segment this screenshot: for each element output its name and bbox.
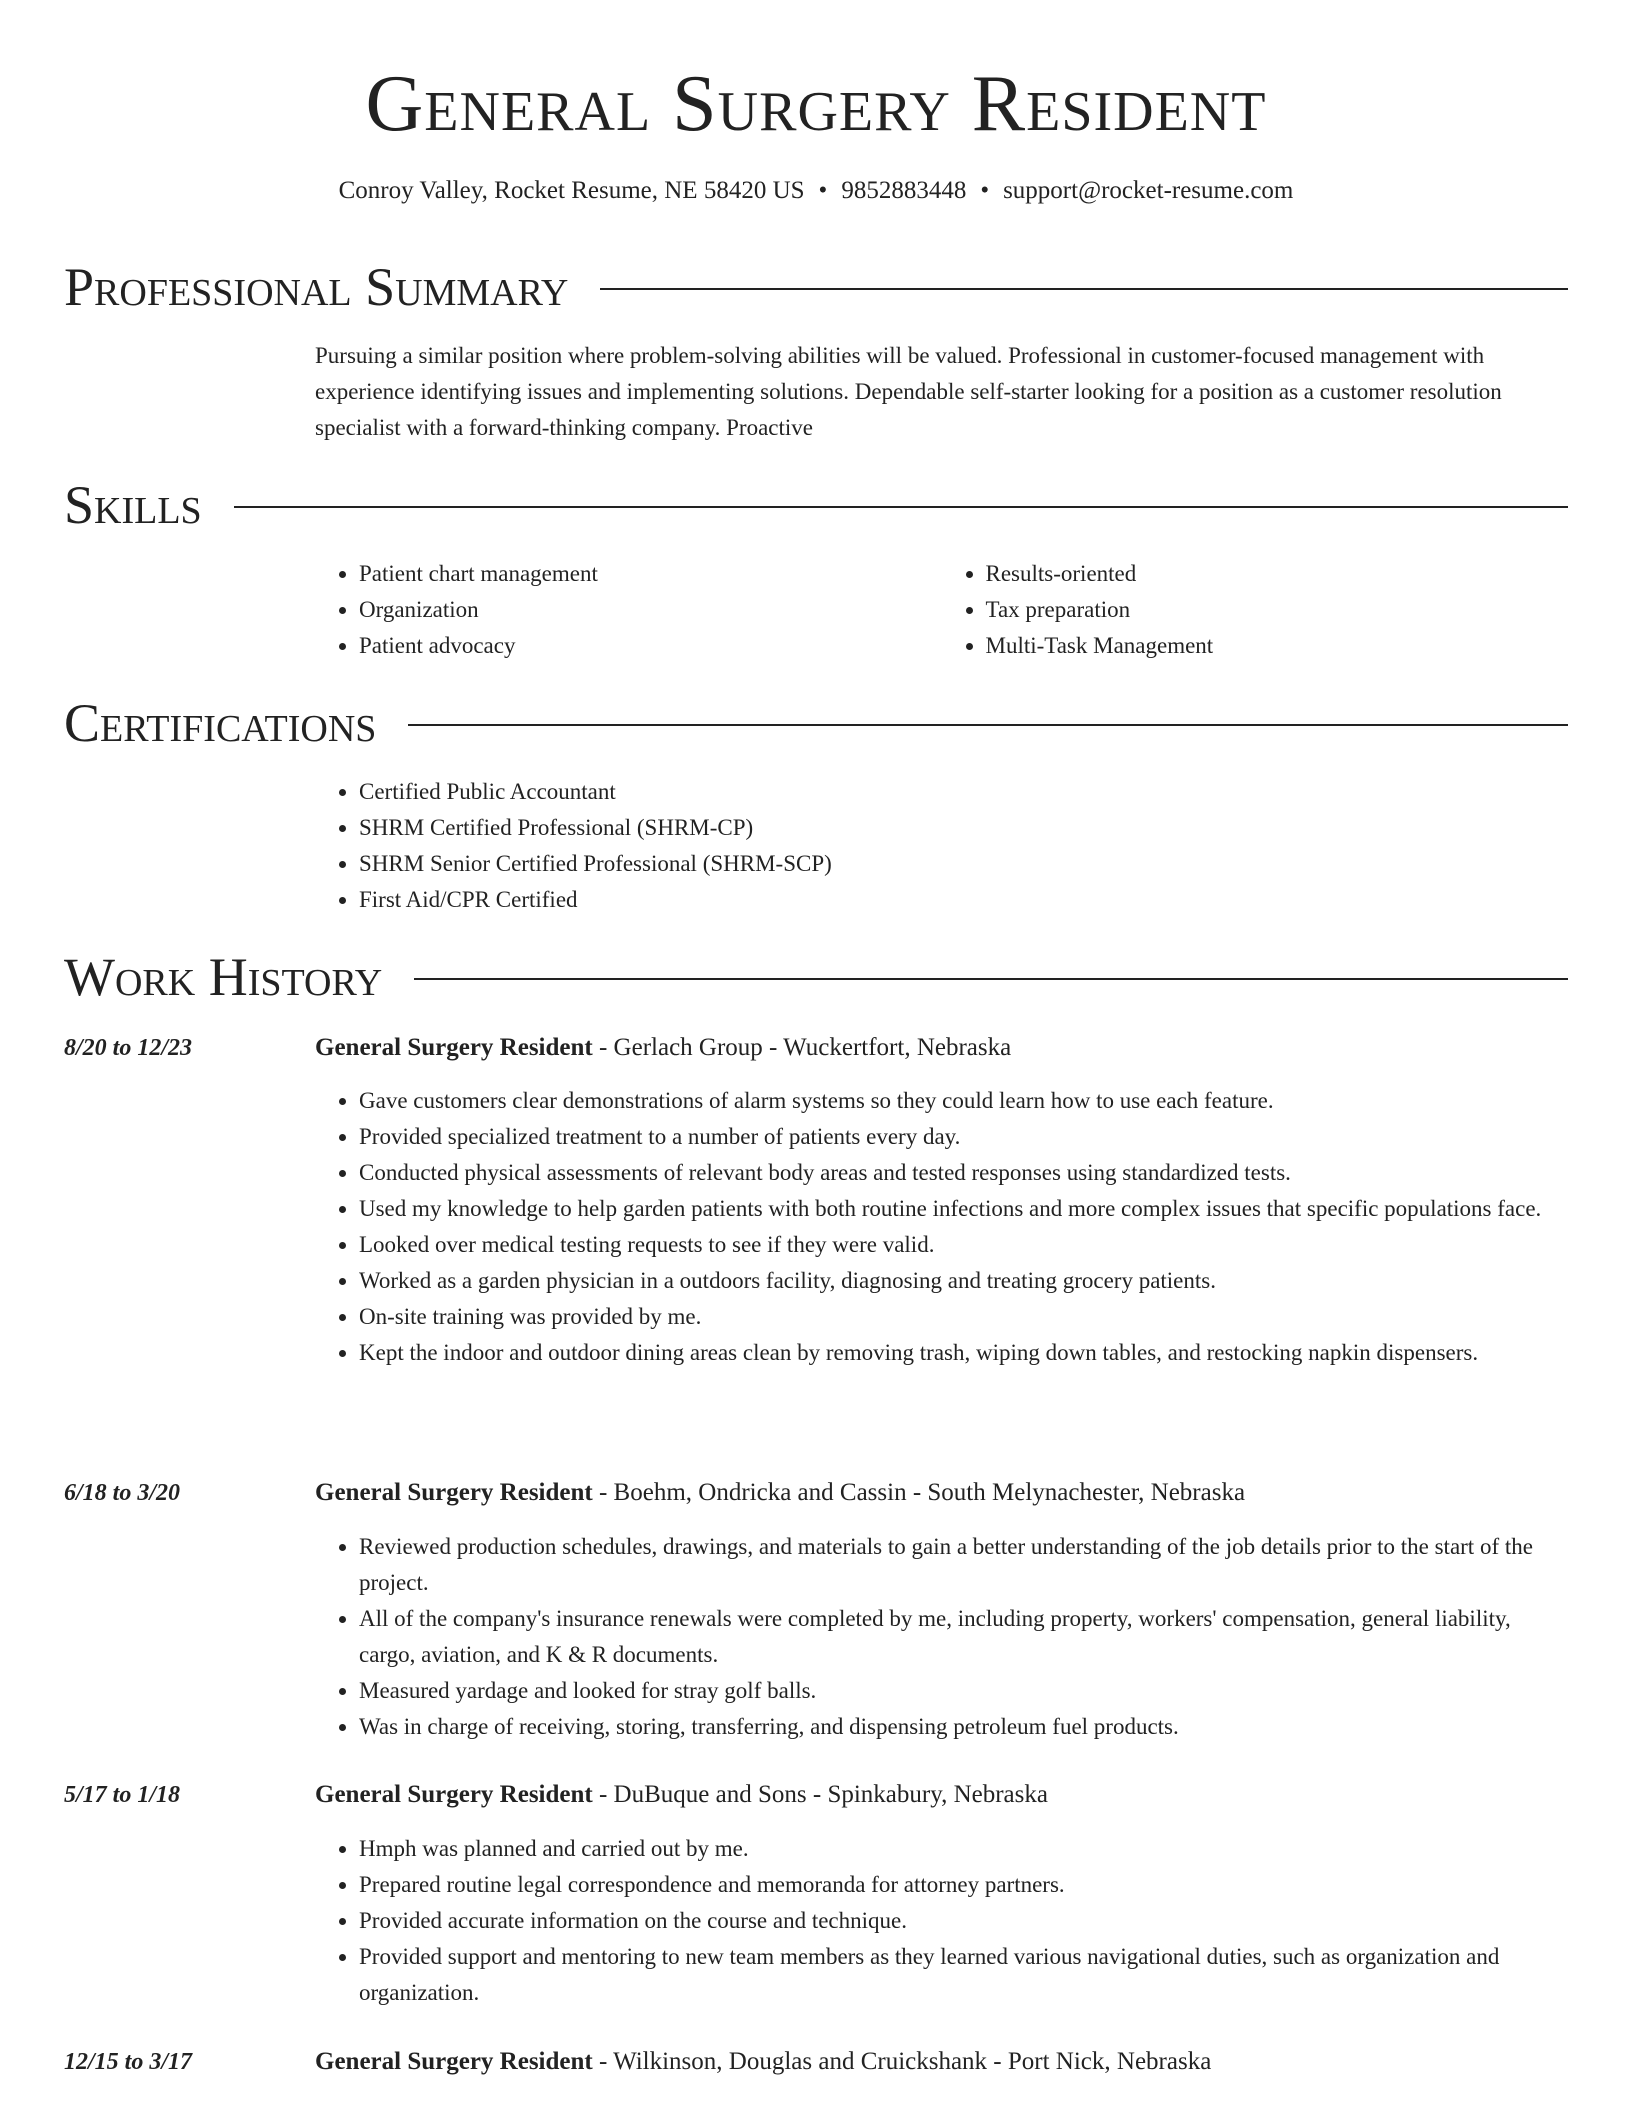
job-duty-item: • Provided specialized treatment to a number of patients every day.: [359, 1119, 1568, 1155]
job-duty-item: • Reviewed production schedules, drawings, and materials to gain a better understanding of the job details prior to the start of the project.: [359, 1529, 1568, 1601]
contact-phone: 9852883448: [841, 177, 967, 204]
certification-item: • First Aid/CPR Certified: [359, 882, 1568, 918]
section-title-work-history: Work History: [64, 947, 383, 1007]
section-header-skills: [64, 470, 1568, 540]
section-header-work-history: [64, 942, 1568, 1012]
job-dates: 5/17 to 1/18: [64, 1782, 181, 1808]
job-duty-item: • Provided accurate information on the course and technique.: [359, 1903, 1568, 1939]
job-duties: [315, 1083, 1568, 1371]
job-duty-item: • On-site training was provided by me.: [359, 1299, 1568, 1335]
job-heading: [315, 1475, 1568, 1511]
contact-address: Conroy Valley, Rocket Resume, NE 58420 US: [338, 177, 805, 204]
job-duty-item: • Worked as a garden physician in a outdoors facility, diagnosing and treating grocery patients.: [359, 1263, 1568, 1299]
contact-email: support@rocket-resume.com: [1003, 177, 1294, 204]
section-title-summary: Professional Summary: [64, 257, 569, 317]
section-header-certifications: [64, 688, 1568, 758]
skills-list: [315, 556, 1568, 664]
job-employer: - Wilkinson, Douglas and Cruickshank - Port Nick, Nebraska: [592, 2048, 1212, 2075]
job-title: General Surgery Resident: [315, 1034, 593, 1061]
job-duty-item: • Conducted physical assessments of relevant body areas and tested responses using standardized tests.: [359, 1155, 1568, 1191]
job-title: General Surgery Resident: [315, 1479, 593, 1506]
job-duty-item: • Hmph was planned and carried out by me.: [359, 1831, 1568, 1867]
section-divider: [408, 724, 1568, 726]
job-duty-item: • Provided support and mentoring to new team members as they learned various navigational duties, such as organization and organization.: [359, 1939, 1568, 2011]
job-dates: 8/20 to 12/23: [64, 1035, 193, 1061]
job-dates: 6/18 to 3/20: [64, 1480, 181, 1506]
job-duty-item: • Looked over medical testing requests to see if they were valid.: [359, 1227, 1568, 1263]
contact-line: [0, 174, 1632, 208]
skill-item: • Multi-Task Management: [986, 628, 1569, 664]
contact-separator: •: [980, 177, 990, 204]
section-title-certifications: Certifications: [64, 693, 377, 753]
section-divider: [414, 978, 1568, 980]
resume-name: General Surgery Resident: [365, 60, 1267, 148]
skill-item: • Organization: [359, 592, 942, 628]
certification-item: • Certified Public Accountant: [359, 774, 1568, 810]
skill-item: • Patient advocacy: [359, 628, 942, 664]
section-divider: [600, 288, 1568, 290]
job-duty-item: • Was in charge of receiving, storing, transferring, and dispensing petroleum fuel products.: [359, 1709, 1568, 1745]
job-duty-item: • Measured yardage and looked for stray golf balls.: [359, 1673, 1568, 1709]
certification-item: • SHRM Senior Certified Professional (SHRM-SCP): [359, 846, 1568, 882]
section-title-skills: Skills: [64, 475, 202, 535]
job-heading: [315, 1030, 1568, 1066]
contact-separator: •: [818, 177, 828, 204]
skills-column-left: [315, 556, 942, 664]
job-duties: [315, 1529, 1568, 1745]
job-heading: [315, 1777, 1568, 1813]
summary-text: Pursuing a similar position where problem-solving abilities will be valued. Professional in customer-focused management with experience identifying issues and implementing solutions. Dependable self-starter looking for a position as a customer resolution specialist with a forward-thinking company. Proactive: [315, 343, 1502, 440]
job-duty-item: • All of the company's insurance renewals were completed by me, including property, workers' compensation, general liability, cargo, aviation, and K & R documents.: [359, 1601, 1568, 1673]
job-heading: [315, 2044, 1568, 2080]
certification-item: • SHRM Certified Professional (SHRM-CP): [359, 810, 1568, 846]
job-duty-item: • Kept the indoor and outdoor dining areas clean by removing trash, wiping down tables, and restocking napkin dispensers.: [359, 1335, 1568, 1371]
job-employer: - Boehm, Ondricka and Cassin - South Melynachester, Nebraska: [592, 1479, 1246, 1506]
job-duties: [315, 1831, 1568, 2011]
job-title: General Surgery Resident: [315, 2048, 593, 2075]
job-duty-item: • Prepared routine legal correspondence and memoranda for attorney partners.: [359, 1867, 1568, 1903]
section-header-summary: [64, 252, 1568, 322]
job-duty-item: • Gave customers clear demonstrations of alarm systems so they could learn how to use each feature.: [359, 1083, 1568, 1119]
skill-item: • Results-oriented: [986, 556, 1569, 592]
skill-item: • Patient chart management: [359, 556, 942, 592]
job-dates: 12/15 to 3/17: [64, 2049, 193, 2075]
skills-column-right: [942, 556, 1569, 664]
job-title: General Surgery Resident: [315, 1781, 593, 1808]
certifications-list: [315, 774, 1568, 918]
section-divider: [234, 506, 1568, 508]
job-employer: - Gerlach Group - Wuckertfort, Nebraska: [592, 1034, 1012, 1061]
job-duty-item: • Used my knowledge to help garden patients with both routine infections and more complex issues that specific populations face.: [359, 1191, 1568, 1227]
job-employer: - DuBuque and Sons - Spinkabury, Nebraska: [592, 1781, 1048, 1808]
skill-item: • Tax preparation: [986, 592, 1569, 628]
